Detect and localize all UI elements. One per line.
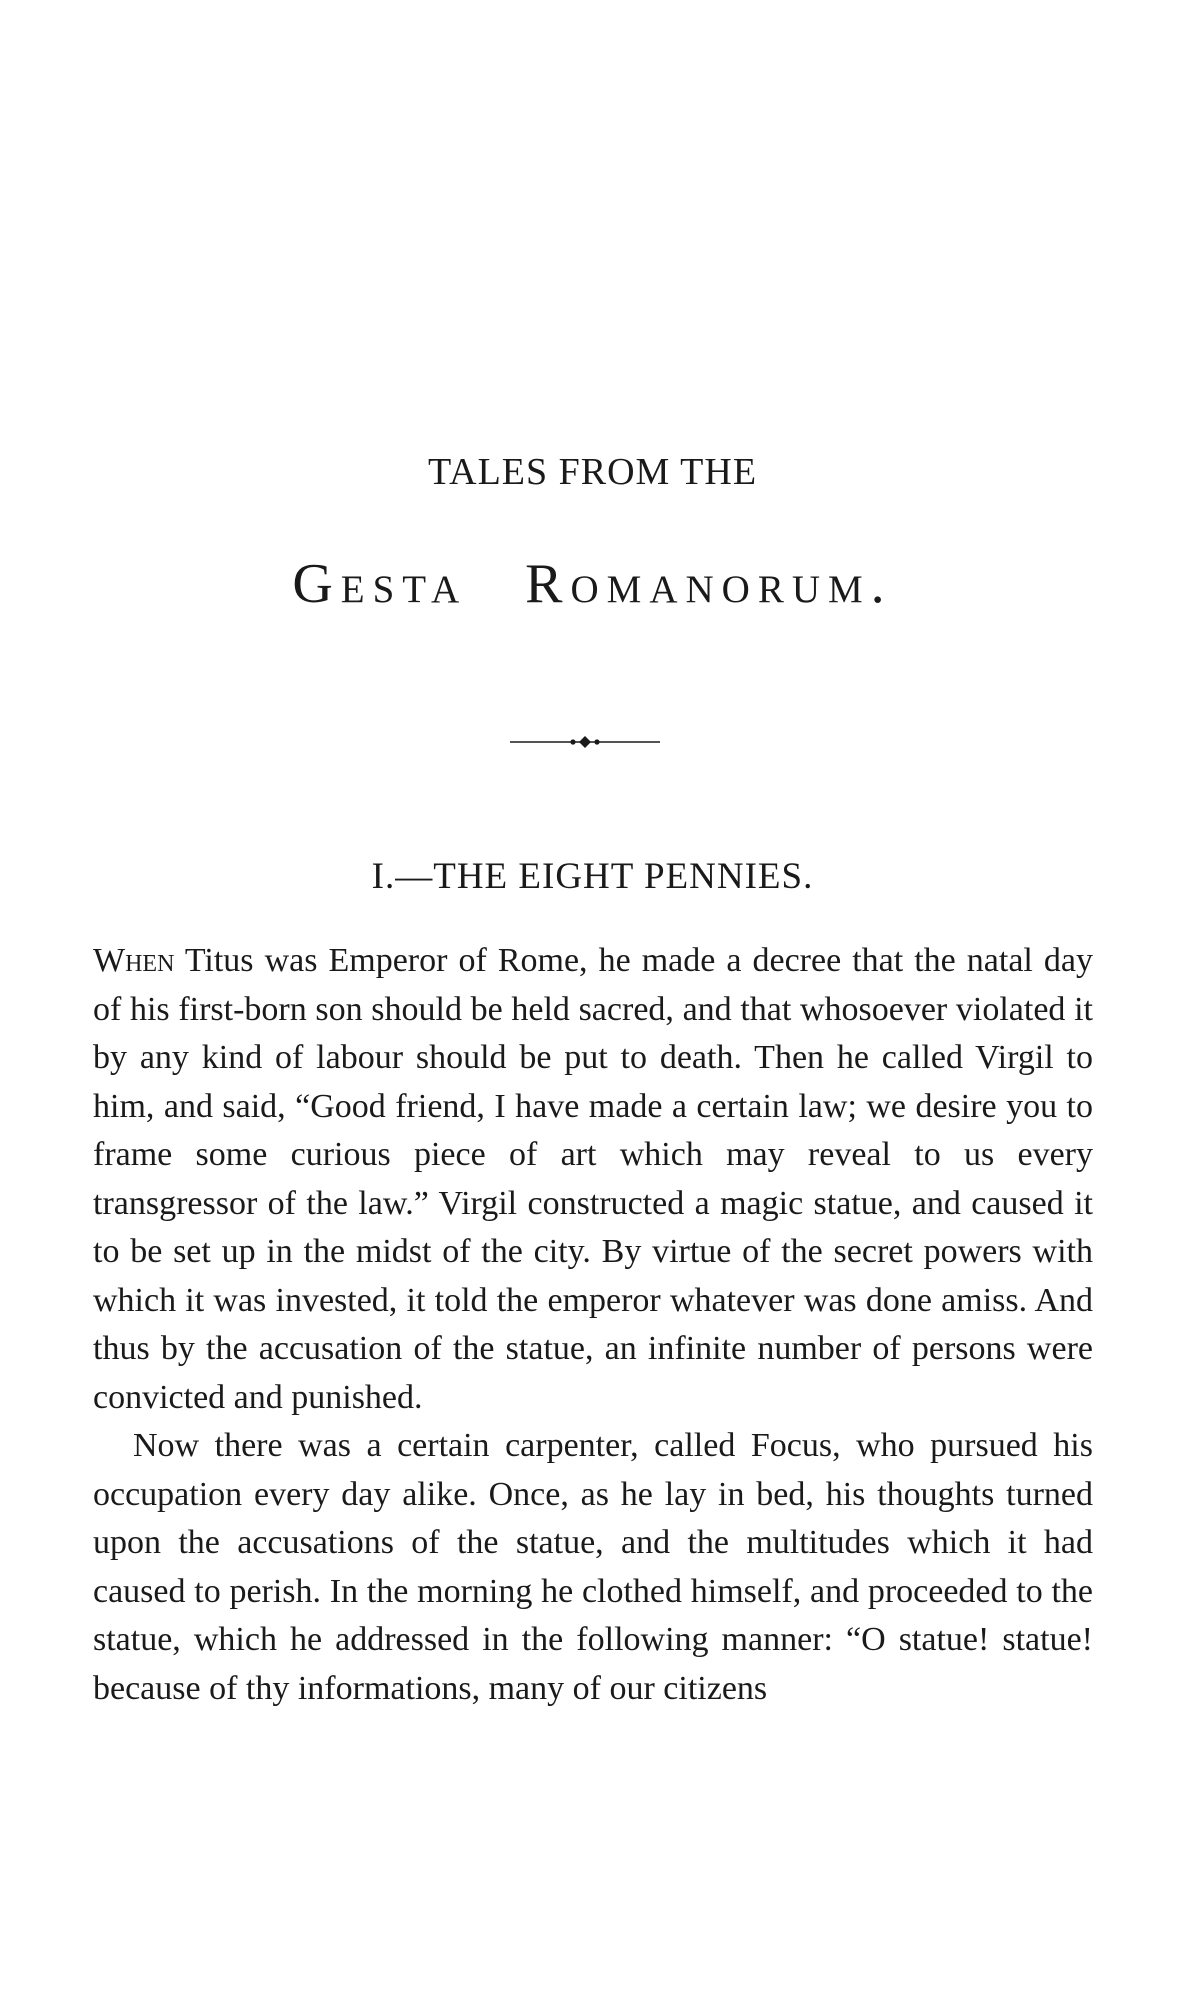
paragraph-2 xyxy=(93,1422,1093,1713)
paragraph-2-text: Now there was a certain carpenter, called Focus, who pursued his occupation every day alike. Once, as he lay in bed, his thoughts turned upon the accusations of the statue, and the multitudes which it had caused to perish. In the morning he clothed himself, and proceeded to the statue, which he addressed in the following manner: “O statue! statue! because of thy informations, many of our citizens xyxy=(93,1427,1093,1707)
book-title-word-romanorum: Romanorum. xyxy=(525,553,893,615)
book-title-word-gesta: Gesta xyxy=(292,553,468,615)
paragraph-lead-word: When xyxy=(93,942,175,979)
paragraph-1 xyxy=(93,937,1093,1422)
running-header: TALES FROM THE xyxy=(427,451,758,493)
book-title xyxy=(0,553,1185,615)
paragraph-1-text: Titus was Emperor of Rome, he made a decree that the natal day of his first-born son should be held sacred, and that whosoever violated it by any kind of labour should be put to death. Then he called Virgil to him, and said, “Good friend, I have made a certain law; we desire you to frame some curious piece of art which may reveal to us every transgressor of the law.” Virgil constructed a magic statue, and caused it to be set up in the midst of the city. By virtue of the secret powers with which it was invested, it told the emperor whatever was done amiss. And thus by the accusation of the statue, an infinite number of persons were convicted and punished. xyxy=(93,942,1093,1416)
chapter-heading: I.—THE EIGHT PENNIES. xyxy=(371,856,814,897)
body-text xyxy=(93,937,1093,1713)
ornament-divider xyxy=(510,735,660,749)
